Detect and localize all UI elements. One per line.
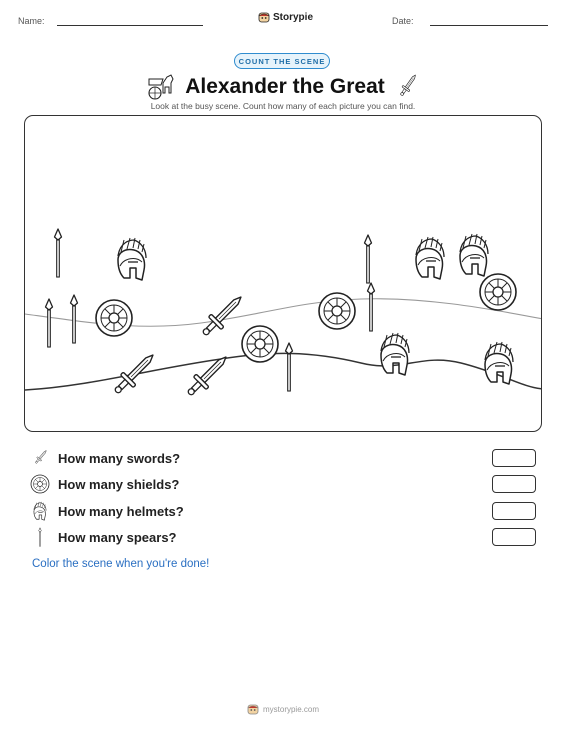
scene-spear — [365, 235, 372, 283]
instructions: Look at the busy scene. Count how many of each picture you can find. — [150, 101, 416, 111]
date-field[interactable] — [430, 25, 548, 26]
sword-icon — [30, 448, 50, 468]
sword-icon — [395, 73, 419, 101]
color-prompt: Color the scene when you're done! — [32, 558, 210, 570]
scene-helmet — [118, 238, 146, 280]
question-row-shields — [30, 473, 536, 495]
date-label: Date: — [392, 16, 414, 26]
spear-icon — [30, 527, 50, 547]
scene-sword — [183, 351, 232, 400]
name-label: Name: — [18, 16, 45, 26]
footer-url: mystorypie.com — [262, 704, 319, 714]
scene-shield — [319, 293, 355, 329]
scene-shield — [242, 326, 278, 362]
name-field[interactable] — [57, 25, 203, 26]
scene-shield — [96, 300, 132, 336]
question-label: How many helmets? — [58, 503, 184, 519]
foreground-ground-line — [25, 353, 542, 390]
scene-spear — [71, 295, 78, 343]
scene-spear — [368, 283, 375, 331]
chariot-icon — [147, 73, 175, 101]
scene-spear — [55, 229, 62, 277]
scene-shield — [480, 274, 516, 310]
shield-icon — [30, 474, 50, 494]
scene-sword — [198, 291, 247, 340]
scene-helmet — [485, 342, 513, 384]
helmet-icon — [30, 501, 50, 521]
question-label: How many swords? — [58, 450, 181, 466]
count-the-scene-badge: COUNT THE SCENE — [234, 53, 330, 69]
brand — [258, 11, 313, 23]
brand-name: Storypie — [273, 11, 314, 23]
question-row-swords — [30, 447, 536, 469]
page-title-row — [140, 72, 426, 102]
page-title: Alexander the Great — [185, 75, 385, 98]
question-row-helmets — [30, 500, 536, 522]
scene-drawing — [25, 116, 542, 432]
swords-answer-box[interactable] — [492, 449, 536, 467]
storypie-logo-icon — [247, 703, 259, 715]
scene-helmet — [381, 333, 409, 375]
shields-answer-box[interactable] — [492, 475, 536, 493]
scene-spear — [46, 299, 53, 347]
busy-scene — [24, 115, 542, 432]
footer — [0, 703, 566, 715]
scene-sword — [110, 349, 159, 398]
helmets-answer-box[interactable] — [492, 502, 536, 520]
storypie-logo-icon — [258, 11, 270, 23]
spears-answer-box[interactable] — [492, 528, 536, 546]
question-label: How many spears? — [58, 529, 177, 545]
question-label: How many shields? — [58, 476, 180, 492]
scene-spear — [286, 343, 293, 391]
scene-helmet — [416, 237, 444, 279]
scene-helmet — [460, 234, 488, 276]
question-row-spears — [30, 526, 536, 548]
